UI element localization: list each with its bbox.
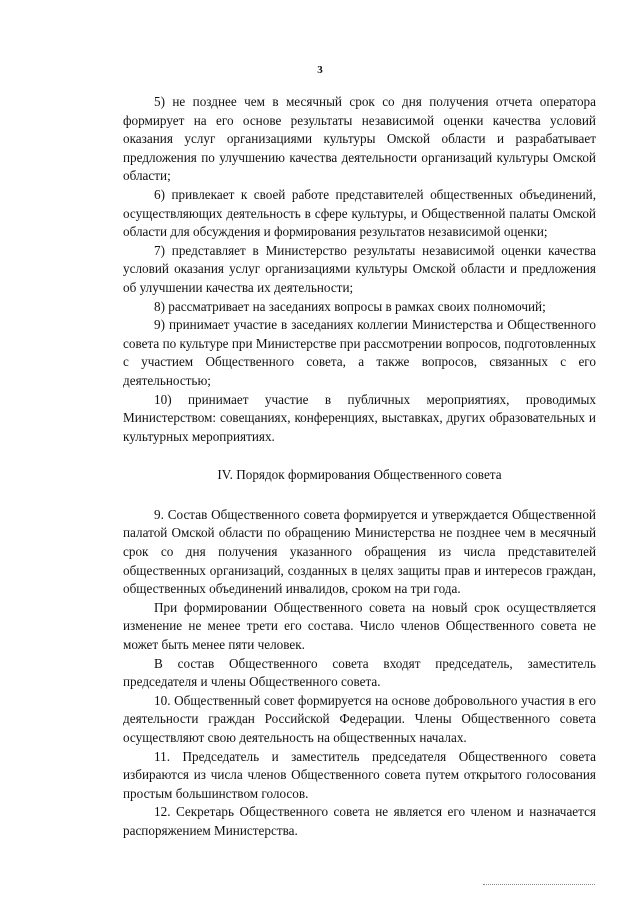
document-body bbox=[123, 93, 596, 841]
paragraph-clause-11: 11. Председатель и заместитель председателя Общественного совета избираются из числа членов Общественного совета путем открытого голосования простым большинством голосов. bbox=[123, 748, 596, 801]
paragraph-item-10-duty: 10) принимает участие в публичных мероприятиях, проводимых Министерством: совещаниях, конференциях, выставках, других образовательных и культурных мероприятиях. bbox=[123, 391, 596, 444]
paragraph-clause-9-composition: В состав Общественного совета входят председатель, заместитель председателя и члены Общественного совета. bbox=[123, 655, 596, 690]
paragraph-item-9-duty: 9) принимает участие в заседаниях коллегии Министерства и Общественного совета по культуре при Министерстве при рассмотрении вопросов, подготовленных с участием Общественного совета, а также вопросов, связанных с его деятельностью; bbox=[123, 317, 596, 388]
paragraph-clause-9: 9. Состав Общественного совета формируется и утверждается Общественной палатой Омской области по обращению Министерства не позднее чем в месячный срок со дня получения указанного обращения из числа представителей общественных организаций, созданных в целях защиты прав и интересов граждан, общественных объединений инвалидов, сроком на три года. bbox=[123, 506, 596, 597]
footer-dotted-line bbox=[483, 884, 595, 885]
paragraph-clause-9-term: При формировании Общественного совета на новый срок осуществляется изменение не менее трети его состава. Число членов Общественного совета не может быть менее пяти человек. bbox=[123, 599, 596, 653]
section-heading: IV. Порядок формирования Общественного совета bbox=[217, 467, 502, 483]
paragraph-clause-10: 10. Общественный совет формируется на основе добровольного участия в его деятельности граждан Российской Федерации. Члены Общественного совета осуществляют свою деятельность на общественных началах. bbox=[123, 692, 596, 745]
paragraph-item-7: 7) представляет в Министерство результаты независимой оценки качества условий оказания услуг организациями культуры Омской области и предложения об улучшении качества их деятельности; bbox=[123, 242, 596, 295]
paragraph-clause-12: 12. Секретарь Общественного совета не является его членом и назначается распоряжением Министерства. bbox=[123, 804, 596, 838]
paragraph-item-5: 5) не позднее чем в месячный срок со дня получения отчета оператора формирует на его основе результаты независимой оценки качества условий оказания услуг организациями культуры Омской области и разрабатывает предложения по улучшению качества деятельности организаций культуры Омской области; bbox=[123, 94, 596, 184]
paragraph-item-8: 8) рассматривает на заседаниях вопросы в рамках своих полномочий; bbox=[154, 298, 546, 314]
page-number: 3 bbox=[317, 64, 323, 76]
paragraph-item-6: 6) привлекает к своей работе представителей общественных объединений, осуществляющих деятельность в сфере культуры, и Общественной палаты Омской области для обсуждения и формирования результатов независимой оценки; bbox=[123, 186, 596, 240]
